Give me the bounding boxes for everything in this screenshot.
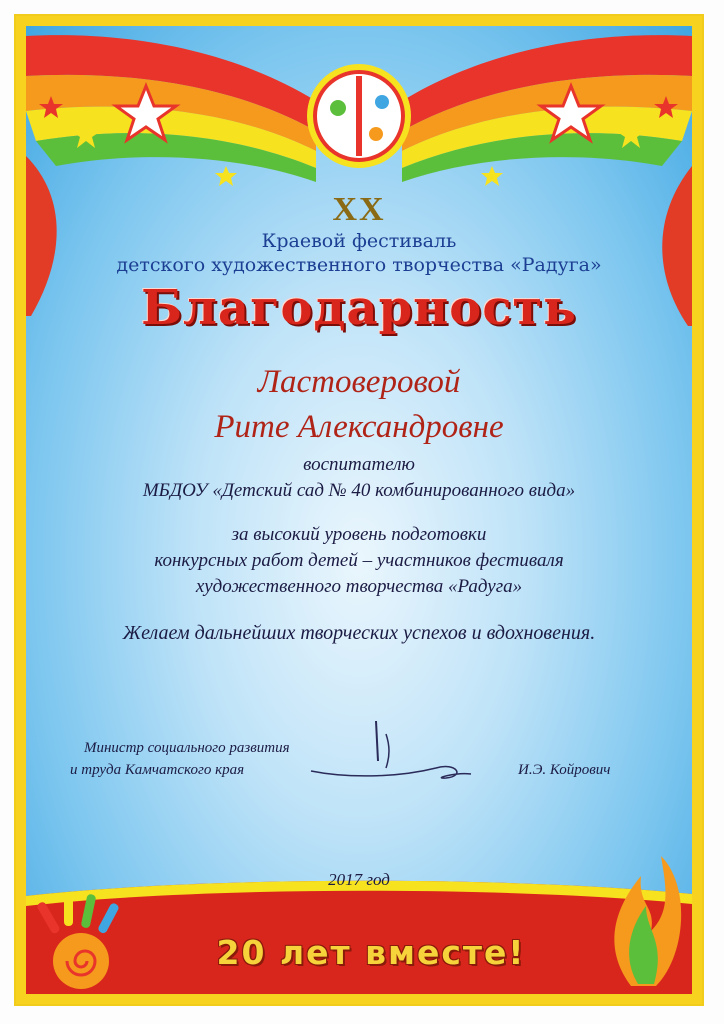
signatory-title-line2: и труда Камчатского края xyxy=(70,762,245,778)
reason-line2: конкурсных работ детей – участников фестиваля xyxy=(154,550,564,571)
festival-name-line1: Краевой фестиваль xyxy=(261,230,457,252)
recipient-name: Рите Александровне xyxy=(214,409,504,445)
handwritten-signature xyxy=(306,716,476,786)
recipient-position: воспитателю xyxy=(303,454,415,475)
footer-motto: 20 лет вместе! xyxy=(216,933,526,972)
signatory-name: И.Э. Койрович xyxy=(518,762,611,778)
reason-line3: художественного творчества «Радуга» xyxy=(195,576,523,597)
certificate-title: Благодарность xyxy=(141,280,577,336)
top-decoration xyxy=(26,26,692,994)
recipient-surname: Ластоверовой xyxy=(257,364,461,400)
recipient-organization: МБДОУ «Детский сад № 40 комбинированного вида» xyxy=(142,480,576,501)
certificate-background xyxy=(26,26,692,994)
festival-number: XX xyxy=(332,191,386,228)
reason-line1: за высокий уровень подготовки xyxy=(231,524,487,545)
wish-text: Желаем дальнейших творческих успехов и вдохновения. xyxy=(122,622,596,644)
festival-name-line2: детского художественного творчества «Радуга» xyxy=(116,254,602,276)
certificate-year: 2017 год xyxy=(328,870,390,889)
signatory-title-line1: Министр социального развития xyxy=(84,740,290,756)
